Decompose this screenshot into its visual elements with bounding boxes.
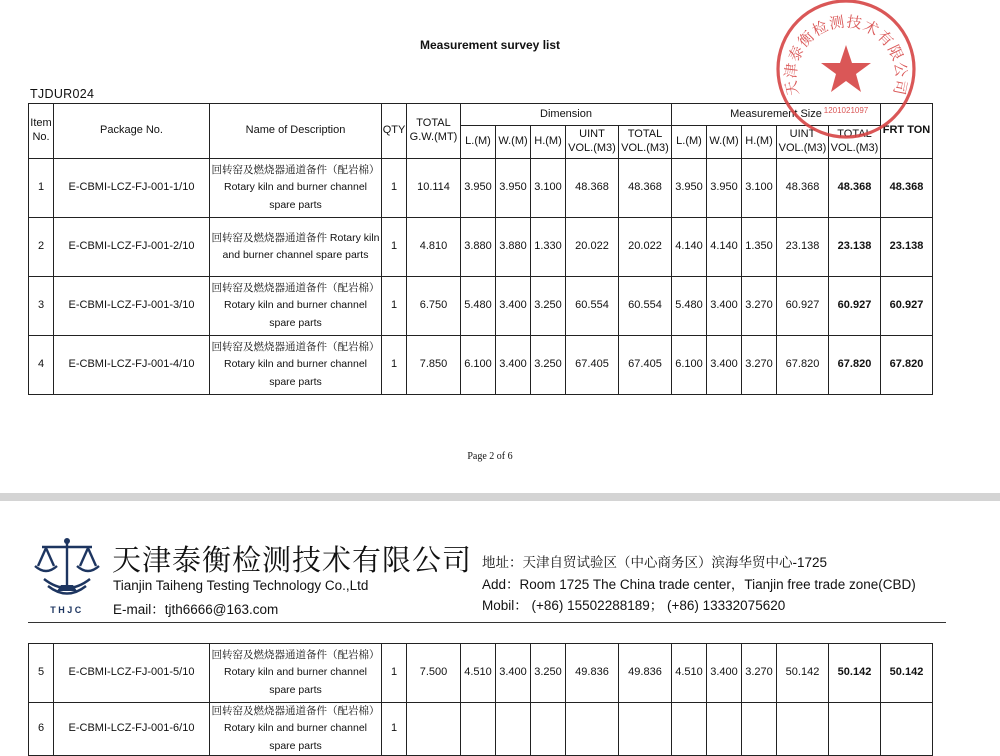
cell-item: 1	[29, 159, 54, 218]
cell-dim-l: 6.100	[461, 336, 496, 395]
cell-dim-h: 3.250	[531, 336, 566, 395]
document-title: Measurement survey list	[419, 38, 561, 52]
table-row	[29, 277, 933, 336]
table-row	[29, 703, 933, 756]
cell-ms-w: 3.400	[707, 336, 742, 395]
cell-dim-h: 3.250	[531, 644, 566, 703]
cell-dim-w: 3.880	[496, 218, 531, 277]
table-row	[29, 644, 933, 703]
measurement-table	[28, 103, 933, 395]
cell-ms-uint	[777, 703, 829, 756]
cell-dim-l	[461, 703, 496, 756]
cell-dim-total: 49.836	[619, 644, 672, 703]
cell-dim-h: 3.250	[531, 277, 566, 336]
cell-gw	[407, 703, 461, 756]
header-package-no: Package No.	[54, 104, 210, 159]
cell-ms-w: 3.400	[707, 277, 742, 336]
header-ms-w: W.(M)	[707, 126, 742, 159]
cell-ms-l: 6.100	[672, 336, 707, 395]
cell-dim-total	[619, 703, 672, 756]
header-ms-h: H.(M)	[742, 126, 777, 159]
cell-ms-l: 4.510	[672, 644, 707, 703]
company-address-en: Add：Room 1725 The China trade center，Tianjin free trade zone(CBD)	[482, 577, 916, 592]
document-id: TJDUR024	[30, 87, 95, 101]
company-name-cn: 天津泰衡检测技术有限公司	[112, 543, 473, 577]
header-dim-total-vol: TOTAL VOL.(M3)	[619, 126, 672, 159]
cell-item: 3	[29, 277, 54, 336]
cell-frt: 48.368	[881, 159, 933, 218]
cell-ms-uint: 60.927	[777, 277, 829, 336]
cell-description: 回转窑及燃烧器通道备件 Rotary kiln and burner channel spare parts	[210, 218, 382, 277]
seal-number: 1201021097	[823, 106, 869, 115]
header-dimension: Dimension	[461, 104, 672, 126]
cell-package: E-CBMI-LCZ-FJ-001-1/10	[54, 159, 210, 218]
cell-dim-w: 3.400	[496, 336, 531, 395]
cell-frt: 67.820	[881, 336, 933, 395]
cell-ms-total: 48.368	[829, 159, 881, 218]
cell-ms-total: 60.927	[829, 277, 881, 336]
cell-dim-uint: 48.368	[566, 159, 619, 218]
cell-gw: 7.850	[407, 336, 461, 395]
cell-dim-h	[531, 703, 566, 756]
cell-frt	[881, 703, 933, 756]
cell-dim-w: 3.400	[496, 644, 531, 703]
cell-description: 回转窑及燃烧器通道备件（配岩棉）Rotary kiln and burner channel spare parts	[210, 277, 382, 336]
cell-qty: 1	[382, 336, 407, 395]
cell-description: 回转窑及燃烧器通道备件（配岩棉）Rotary kiln and burner channel spare parts	[210, 336, 382, 395]
header-ms-total-vol: TOTAL VOL.(M3)	[829, 126, 881, 159]
header-dim-h: H.(M)	[531, 126, 566, 159]
cell-ms-uint: 50.142	[777, 644, 829, 703]
cell-dim-uint: 60.554	[566, 277, 619, 336]
cell-package: E-CBMI-LCZ-FJ-001-2/10	[54, 218, 210, 277]
cell-gw: 7.500	[407, 644, 461, 703]
cell-gw: 4.810	[407, 218, 461, 277]
cell-gw: 6.750	[407, 277, 461, 336]
cell-dim-h: 3.100	[531, 159, 566, 218]
seal-text: 天津泰衡检测技术有限公司	[781, 12, 911, 98]
cell-qty: 1	[382, 159, 407, 218]
cell-dim-uint: 49.836	[566, 644, 619, 703]
cell-ms-l	[672, 703, 707, 756]
cell-qty: 1	[382, 703, 407, 756]
cell-qty: 1	[382, 277, 407, 336]
cell-dim-l: 3.880	[461, 218, 496, 277]
cell-ms-h: 3.270	[742, 277, 777, 336]
cell-frt: 23.138	[881, 218, 933, 277]
company-email: E-mail：tjth6666@163.com	[113, 602, 279, 617]
header-total-gw: TOTAL G.W.(MT)	[407, 104, 461, 159]
cell-description: 回转窑及燃烧器通道备件（配岩棉）Rotary kiln and burner channel spare parts	[210, 644, 382, 703]
cell-dim-total: 20.022	[619, 218, 672, 277]
company-address-cn: 地址：天津自贸试验区（中心商务区）滨海华贸中心-1725	[482, 555, 828, 570]
cell-package: E-CBMI-LCZ-FJ-001-3/10	[54, 277, 210, 336]
cell-ms-uint: 48.368	[777, 159, 829, 218]
cell-dim-uint: 20.022	[566, 218, 619, 277]
cell-ms-h: 3.270	[742, 644, 777, 703]
cell-qty: 1	[382, 644, 407, 703]
table-row	[29, 336, 933, 395]
company-logo	[30, 533, 104, 619]
cell-dim-l: 3.950	[461, 159, 496, 218]
header-item-no: Item No.	[29, 104, 54, 159]
cell-dim-total: 60.554	[619, 277, 672, 336]
company-seal-stamp	[772, 0, 920, 143]
cell-ms-l: 4.140	[672, 218, 707, 277]
cell-ms-h	[742, 703, 777, 756]
cell-dim-w: 3.950	[496, 159, 531, 218]
cell-dim-total: 48.368	[619, 159, 672, 218]
cell-ms-l: 5.480	[672, 277, 707, 336]
table-row	[29, 159, 933, 218]
cell-frt: 50.142	[881, 644, 933, 703]
cell-ms-total	[829, 703, 881, 756]
company-mobile: Mobil： (+86) 15502288189； (+86) 13332075620	[482, 598, 786, 613]
table-row	[29, 218, 933, 277]
measurement-table-continued	[28, 643, 933, 756]
cell-dim-w: 3.400	[496, 277, 531, 336]
cell-frt: 60.927	[881, 277, 933, 336]
header-qty: QTY	[382, 104, 407, 159]
cell-item: 6	[29, 703, 54, 756]
cell-ms-total: 50.142	[829, 644, 881, 703]
header-description: Name of Description	[210, 104, 382, 159]
cell-dim-w	[496, 703, 531, 756]
cell-ms-h: 3.100	[742, 159, 777, 218]
logo-text: THJC	[50, 605, 84, 615]
cell-ms-w: 4.140	[707, 218, 742, 277]
cell-dim-l: 5.480	[461, 277, 496, 336]
cell-package: E-CBMI-LCZ-FJ-001-4/10	[54, 336, 210, 395]
cell-ms-total: 67.820	[829, 336, 881, 395]
cell-dim-uint: 67.405	[566, 336, 619, 395]
header-ms-uint-vol: UINT VOL.(M3)	[777, 126, 829, 159]
letterhead-divider	[28, 622, 946, 623]
cell-ms-uint: 67.820	[777, 336, 829, 395]
cell-item: 4	[29, 336, 54, 395]
cell-ms-w: 3.400	[707, 644, 742, 703]
cell-ms-h: 3.270	[742, 336, 777, 395]
header-dim-w: W.(M)	[496, 126, 531, 159]
cell-package: E-CBMI-LCZ-FJ-001-5/10	[54, 644, 210, 703]
cell-dim-l: 4.510	[461, 644, 496, 703]
header-ms-l: L.(M)	[672, 126, 707, 159]
cell-item: 2	[29, 218, 54, 277]
cell-dim-uint	[566, 703, 619, 756]
header-frt-ton: FRT TON	[881, 104, 933, 159]
cell-qty: 1	[382, 218, 407, 277]
cell-ms-uint: 23.138	[777, 218, 829, 277]
cell-ms-w	[707, 703, 742, 756]
cell-item: 5	[29, 644, 54, 703]
page-separator	[0, 493, 1000, 501]
company-name-en: Tianjin Taiheng Testing Technology Co.,Ltd	[113, 578, 369, 593]
cell-ms-w: 3.950	[707, 159, 742, 218]
header-dim-uint-vol: UINT VOL.(M3)	[566, 126, 619, 159]
cell-gw: 10.114	[407, 159, 461, 218]
cell-description: 回转窑及燃烧器通道备件（配岩棉）Rotary kiln and burner channel spare parts	[210, 703, 382, 756]
cell-ms-l: 3.950	[672, 159, 707, 218]
cell-dim-total: 67.405	[619, 336, 672, 395]
header-measurement-size: Measurement Size	[672, 104, 881, 126]
cell-package: E-CBMI-LCZ-FJ-001-6/10	[54, 703, 210, 756]
page-number: Page 2 of 6	[467, 451, 513, 462]
cell-ms-total: 23.138	[829, 218, 881, 277]
header-dim-l: L.(M)	[461, 126, 496, 159]
cell-description: 回转窑及燃烧器通道备件（配岩棉）Rotary kiln and burner channel spare parts	[210, 159, 382, 218]
cell-dim-h: 1.330	[531, 218, 566, 277]
cell-ms-h: 1.350	[742, 218, 777, 277]
